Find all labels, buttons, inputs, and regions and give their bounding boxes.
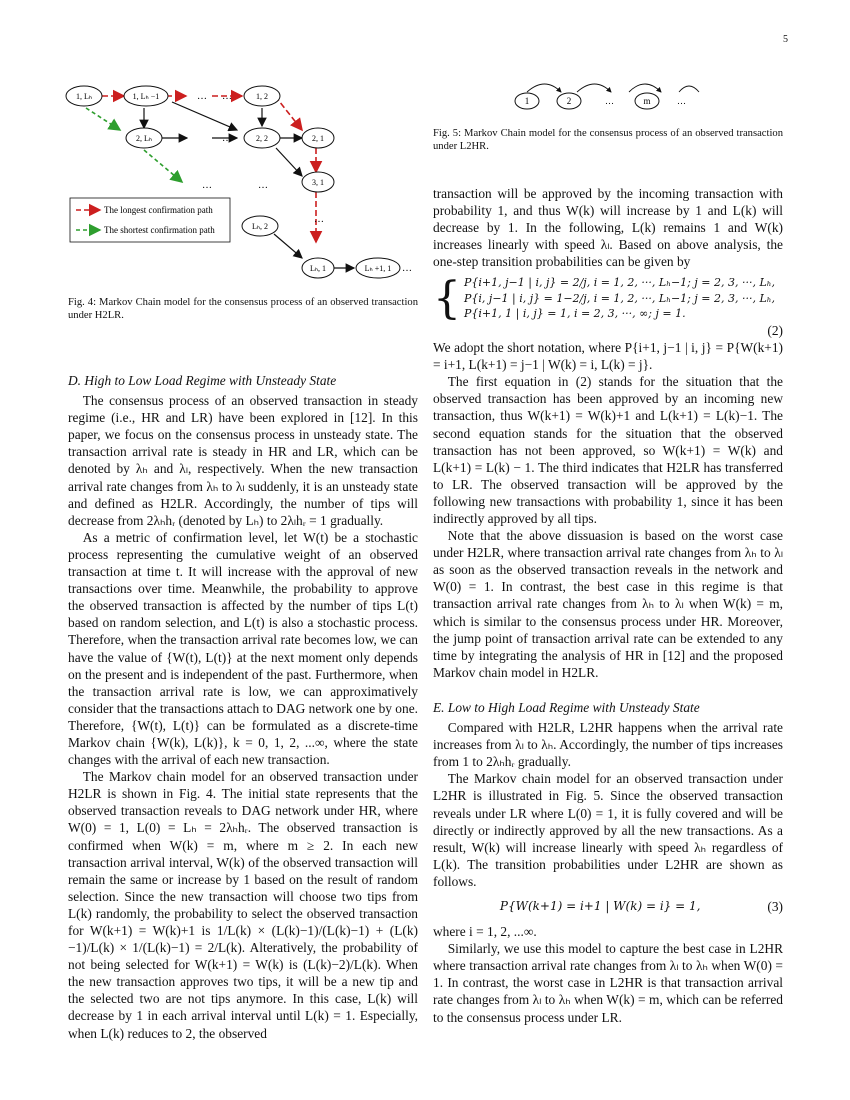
svg-text:1, Lₕ −1: 1, Lₕ −1 — [132, 92, 160, 101]
svg-text:2, Lₕ: 2, Lₕ — [135, 134, 153, 143]
figure-5-caption: Fig. 5: Markov Chain model for the consensus process of an observed transaction under L2HR. — [433, 128, 783, 152]
paragraph: The consensus process of an observed transaction in steady regime (i.e., HR and LR) have been explored in [12]. In this paper, we focus on the consensus process in unsteady state. The transaction arrival rate is steady in HR and LR, which can be denoted by λₕ and λₗ, respectively. When the new transaction arrival rate changes from λₕ to λₗ suddenly, it is an unsteady state and defined as H2LR. Accordingly, the number of tips will decrease from 2λₕhᵣ (denoted by Lₕ) to 2λₗhᵣ = 1 gradually. — [68, 393, 418, 528]
right-column — [433, 185, 783, 1026]
edge-grn-2 — [144, 150, 182, 182]
node-2-2 — [244, 128, 280, 148]
svg-text:Lₕ, 1: Lₕ, 1 — [309, 264, 327, 273]
equation-3 — [433, 898, 783, 915]
node-Lh-plus-1-1 — [356, 258, 400, 278]
node-1-2 — [244, 86, 280, 106]
ellipsis-6: … — [314, 214, 324, 225]
node-3-1 — [302, 172, 334, 192]
node-1-Lh-minus-1 — [124, 86, 168, 106]
ellipsis-2: … — [222, 91, 232, 102]
paragraph: The Markov chain model for an observed transaction under H2LR is shown in Fig. 4. The initial state represents that the observed transaction reveals to DAG network under HR, where W(0) = 1, L(0) = Lₕ = 2λₕhᵣ. The observed transaction is confirmed when W(k) = m, where m ≥ 2. In each new transaction arrival interval, W(k) of the observed transaction will remain the same or increase by 1 based on the result of random selection. Since the new transaction will choose two tips from L(k) randomly, the probability to select the observed transaction for W(k+1) = W(k)+1 is 1/L(k) × (L(k)−1)/(L(k)−1) + (L(k)−1)/L(k) × 1/(L(k)−1) = 2/L(k). Alteratively, the probability of not being selected for W(k+1) = W(k) is (L(k)−2)/L(k). When the new transaction approves two tips, it will be a new tip and the selected two are not tips anymore. In this case, L(k) will decrease by 1 in each arrival interval until L(k) = 1. Especially, when L(k) reduces to 2, the observed — [68, 769, 418, 1041]
edge-blk-8 — [274, 234, 302, 258]
fig5-node-1 — [515, 93, 539, 109]
section-d-heading: D. High to Low Load Regime with Unsteady State — [68, 373, 337, 388]
paragraph: As a metric of confirmation level, let W(t) be a stochastic process representing the cumulative weight of an observed transaction at time t. It will increase with the approval of new transactions over time. Meanwhile, the probability to approve the observed transaction is affected by the number of tips L(t) based on random selection, and L(t) is also a stochastic process. Therefore, when the transaction arrival rate becomes low, we can have the value of {W(t), L(t)} at the next moment only depends on the present and is independent of the past. Furthermore, when the transaction arrival rate is low, we can approximatively consider that the transactions attach to DAG network one by one. Therefore, {W(t), L(t)} can be formulated as a discrete-time Markov chain {W(k), L(k)}, k = 0, 1, 2, ...∞, where the state changes with the arrival of each new transaction. — [68, 529, 418, 768]
svg-text:1: 1 — [524, 96, 530, 106]
svg-text:m: m — [643, 96, 651, 106]
legend-shortest-label: The shortest confirmation path — [104, 225, 215, 235]
figure-4-markov-chain — [62, 72, 422, 288]
fig5-node-2 — [557, 93, 581, 109]
ellipsis-5: … — [258, 180, 268, 191]
paragraph: transaction will be approved by the incoming transaction with probability 1, and thus W(k) will increase by 1 and L(k) will decrease by 1. In the following, L(k) remains 1 and W(k) increases linearly with speed λₗ. Based on above analysis, the one-step transition probabilities can be given by — [433, 186, 783, 270]
equation-brace: { — [433, 272, 461, 324]
legend-longest-label: The longest confirmation path — [104, 205, 213, 215]
edge-blk-4 — [172, 102, 237, 130]
node-Lh-1 — [302, 258, 334, 278]
equation-3-number: (3) — [767, 898, 783, 914]
fig5-node-m — [635, 93, 659, 109]
node-2-Lh — [126, 128, 162, 148]
svg-text:Lₕ, 2: Lₕ, 2 — [251, 222, 269, 231]
ellipsis-4: … — [202, 180, 212, 191]
figure-4-caption: Fig. 4: Markov Chain model for the consensus process of an observed transaction under H2LR. — [68, 297, 418, 321]
equation-2-line: P{i, j−1 | i, j} = 1−2/j, i = 1, 2, ···, Lₕ−1; j = 2, 3, ···, Lₕ, — [464, 291, 776, 305]
paragraph: The first equation in (2) stands for the situation that the observed transaction has been approved by an incoming new transaction, thus W(k+1) = W(k)+1 and L(k+1) = L(k)−1. The second equation stands for the situation that the observed transaction has not been approved, so W(k+1) = W(k) and L(k+1) = L(k) − 1. The third indicates that H2LR has transferred to LR. The observed transaction will be approved by the following new transactions with probability 1, since it has been indirectly approved by all tips. — [433, 374, 783, 526]
paragraph: Compared with H2LR, L2HR happens when the arrival rate increases from λₗ to λₕ. Accordingly, the number of tips increases from 1 to 2λₕhᵣ gradually. — [433, 720, 783, 770]
edge-red-4 — [275, 96, 302, 130]
legend — [70, 198, 230, 242]
paragraph: Note that the above dissuasion is based on the worst case under H2LR, where transaction arrival rate changes from λₕ to λₗ as soon as the observed transaction reveals in the network and W(0) = 1. In contrast, the best case in this regime is that transaction arrival rate changes from λₕ to λₗ when W(k) = m, which is similar to the consensus process under HR. Moreover, the jump point of transaction arrival rate can be extended to any time by integrating the analysis of HR in [12] and the proposed Markov chain model in H2LR. — [433, 528, 783, 680]
fig5-ellipsis-1: … — [605, 96, 614, 106]
svg-text:1, 2: 1, 2 — [256, 92, 268, 101]
equation-2-line: P{i+1, 1 | i, j} = 1, i = 2, 3, ···, ∞; j = 1. — [464, 307, 686, 321]
equation-2-number: (2) — [767, 322, 783, 338]
equation-2-line: P{i+1, j−1 | i, j} = 2/j, i = 1, 2, ···, Lₕ−1; j = 2, 3, ···, Lₕ, — [464, 276, 776, 290]
svg-text:2, 2: 2, 2 — [256, 134, 268, 143]
equation-3-body: P{W(k+1) = i+1 | W(k) = i} = 1, — [499, 898, 701, 913]
ellipsis-1: … — [197, 91, 207, 102]
svg-text:Lₕ +1, 1: Lₕ +1, 1 — [364, 264, 392, 273]
svg-text:3, 1: 3, 1 — [312, 178, 324, 187]
edge-grn-1 — [86, 108, 120, 130]
fig5-ellipsis-2: … — [677, 96, 686, 106]
node-2-1 — [302, 128, 334, 148]
paragraph: The Markov chain model for an observed transaction under L2HR is illustrated in Fig. 5. Since the observed transaction reveals under LR where L(0) = 1, it is fully covered and will be directly or indirectly approved by all the new transactions. As a result, W(k) will increase linearly with speed λₕ regardless of L(k). The transition probabilities under L2HR are shown as follows. — [433, 771, 783, 889]
svg-text:2: 2 — [566, 96, 572, 106]
paragraph: where i = 1, 2, ...∞. — [433, 924, 537, 940]
paragraph: We adopt the short notation, where P{i+1, j−1 | i, j} = P{W(k+1) = i+1, L(k+1) = j−1 | W(k) = i, L(k) = j}. — [433, 340, 783, 373]
node-1-Lh — [66, 86, 102, 106]
page-number: 5 — [783, 34, 788, 45]
paragraph: Similarly, we use this model to capture the best case in L2HR where transaction arrival rate changes from λₗ to λₕ when W(0) = 1. In contrast, the worst case in L2HR is that transaction arrival rate changes from λₗ to λₕ when W(k) = m, which can be referred to the consensus process under LR. — [433, 941, 783, 1025]
left-column — [68, 372, 418, 1042]
figure-5-markov-chain — [505, 74, 705, 114]
equation-2 — [433, 272, 783, 324]
node-Lh-2 — [242, 216, 278, 236]
svg-text:2, 1: 2, 1 — [312, 134, 324, 143]
edge-blk-7 — [276, 148, 302, 176]
ellipsis-3: … — [222, 133, 232, 144]
section-e-heading: E. Low to High Load Regime with Unsteady State — [433, 699, 700, 715]
svg-text:1, Lₕ: 1, Lₕ — [75, 92, 93, 101]
ellipsis-7: … — [402, 263, 412, 274]
